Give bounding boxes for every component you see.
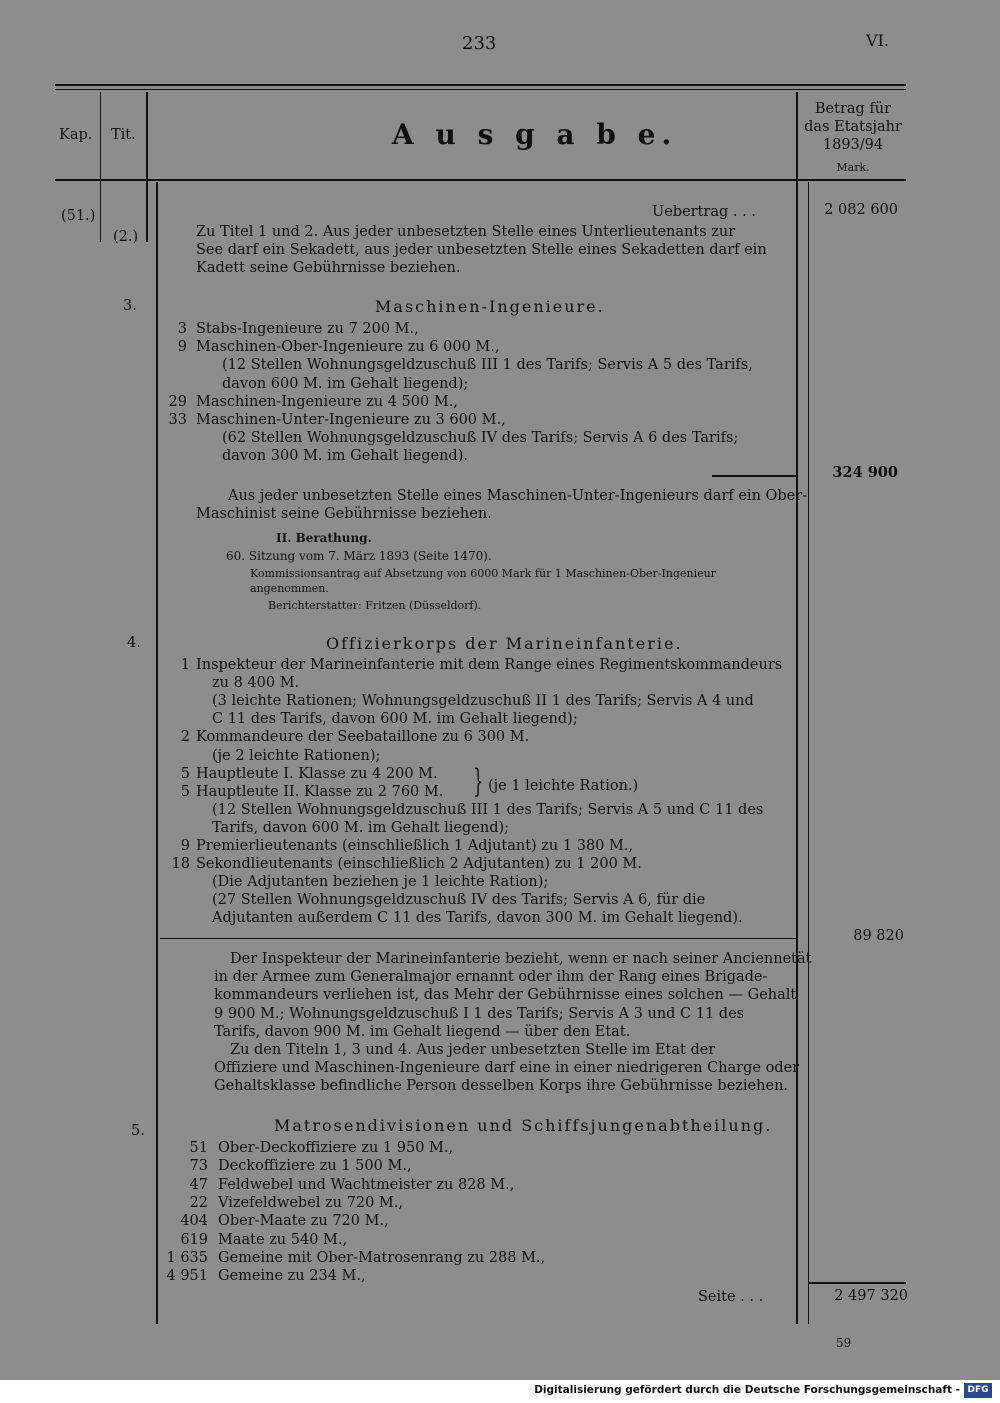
page-number: 233 (462, 33, 497, 54)
beratung-antrag-1: Kommissionsantrag auf Absetzung von 6000 Mark für 1 Maschinen-Ober-Ingenieur (250, 567, 716, 580)
section-number: VI. (866, 31, 889, 50)
tit3-item-text: Stabs-Ingenieure zu 7 200 M., (196, 321, 419, 337)
tit2-line-1: Zu Titel 1 und 2. Aus jeder unbesetzten Stelle eines Unterlieutenants zur (196, 224, 736, 240)
tit5-item-text: Ober-Deckoffiziere zu 1 950 M., (218, 1140, 454, 1156)
tit3-sum-rule (712, 475, 796, 477)
sheet-number: 59 (836, 1336, 852, 1350)
tit4-note-line: in der Armee zum Generalmajor ernannt oder ihm der Rang eines Brigade- (214, 969, 768, 986)
header-kap: Kap. (59, 127, 93, 143)
tit-2: (2.) (113, 229, 139, 245)
header-ausgabe: A u s g a b e. (392, 118, 678, 151)
tit3-heading: Maschinen-Ingenieure. (375, 297, 605, 316)
tit3-value: 324 900 (832, 464, 898, 481)
header-betrag-unit: Mark. (836, 161, 870, 174)
beratung-heading: II. Berathung. (276, 531, 372, 545)
header-betrag-1: Betrag für (814, 101, 892, 117)
tit3-item-count: 3 (177, 321, 187, 337)
tit5-item-text: Feldwebel und Wachtmeister zu 828 M., (218, 1176, 515, 1193)
tit4-item-count: 2 (180, 729, 190, 746)
tit4-note-line: Tarifs, davon 900 M. im Gehalt liegend — über den Etat. (214, 1023, 631, 1040)
tit3-item-text: (62 Stellen Wohnungsgeldzuschuß IV des Tarifs; Servis A 6 des Tarifs; (222, 430, 739, 447)
tit3-item-text: Maschinen-Unter-Ingenieure zu 3 600 M., (196, 412, 506, 428)
tit4-item-text: Adjutanten außerdem C 11 des Tarifs, davon 300 M. im Gehalt liegend). (212, 910, 743, 927)
tit5-item-text: Gemeine zu 234 M., (218, 1268, 366, 1285)
uebertrag-label: Uebertrag . . . (652, 204, 756, 220)
tit5-item-count: 51 (189, 1140, 208, 1156)
col-divider-kap (100, 92, 101, 242)
tit2-line-2: See darf ein Sekadett, aus jeder unbesetzten Stelle eines Sekadetten darf ein (196, 242, 767, 258)
tit4-item-text: Premierlieutenants (einschließlich 1 Adjutant) zu 1 380 M., (196, 838, 634, 854)
tit4-note-line: Zu den Titeln 1, 3 und 4. Aus jeder unbesetzten Stelle im Etat der (230, 1042, 716, 1058)
tit4-brace-text: (je 1 leichte Ration.) (488, 778, 639, 794)
tit3-item-count: 29 (168, 393, 187, 410)
tit4-item-text: C 11 des Tarifs, davon 600 M. im Gehalt liegend); (212, 711, 578, 728)
uebertrag-value: 2 082 600 (824, 202, 898, 218)
tit3-item-text: (12 Stellen Wohnungsgeldzuschuß III 1 des Tarifs; Servis A 5 des Tarifs, (222, 357, 753, 374)
tit-5: 5. (131, 1123, 145, 1139)
header-betrag-3: 1893/94 (822, 137, 884, 153)
seite-sum-rule (808, 1282, 906, 1284)
tit3-note-2: Maschinist seine Gebührnisse beziehen. (196, 506, 492, 522)
tit5-item-count: 404 (180, 1213, 208, 1230)
col-divider-tit (146, 92, 148, 242)
beratung-berichterstatter: Berichterstatter: Fritzen (Düsseldorf). (268, 599, 482, 612)
tit-3: 3. (123, 298, 137, 314)
tit4-heading: Offizierkorps der Marineinfanterie. (326, 634, 683, 653)
tit5-item-text: Deckoffiziere zu 1 500 M., (218, 1158, 412, 1175)
tit4-item-text: Hauptleute II. Klasse zu 2 760 M. (196, 783, 444, 800)
tit5-item-count: 47 (189, 1176, 208, 1193)
tit4-brace: } (473, 762, 484, 800)
tit3-item-text: Maschinen-Ingenieure zu 4 500 M., (196, 393, 458, 410)
tit4-item-text: (Die Adjutanten beziehen je 1 leichte Ration); (212, 874, 549, 891)
tit3-item-count: 9 (177, 339, 187, 356)
tit5-item-text: Vizefeldwebel zu 720 M., (218, 1194, 403, 1211)
tit5-item-text: Ober-Maate zu 720 M., (218, 1213, 389, 1230)
tit4-item-text: (3 leichte Rationen; Wohnungsgeldzuschuß II 1 des Tarifs; Servis A 4 und (212, 693, 754, 710)
tit3-note-1: Aus jeder unbesetzten Stelle eines Maschinen-Unter-Ingenieurs darf ein Ober- (228, 488, 808, 504)
seite-label: Seite . . . (698, 1289, 764, 1305)
tit4-item-text: Sekondlieutenants (einschließlich 2 Adjutanten) zu 1 200 M. (196, 856, 642, 873)
beratung-sitzung: 60. Sitzung vom 7. März 1893 (Seite 1470). (226, 549, 492, 563)
header-betrag-2: das Etatsjahr (804, 119, 902, 135)
tit4-item-text: (je 2 leichte Rationen); (212, 747, 381, 764)
tit4-item-text: Hauptleute I. Klasse zu 4 200 M. (196, 765, 438, 782)
tit4-item-text: zu 8 400 M. (212, 675, 300, 692)
top-rule-thin (55, 89, 906, 90)
tit4-item-text: Tarifs, davon 600 M. im Gehalt liegend); (212, 819, 510, 836)
tit2-line-3: Kadett seine Gebührnisse beziehen. (196, 260, 461, 276)
tit5-item-count: 22 (189, 1194, 208, 1211)
col-divider-text (156, 182, 158, 1324)
tit3-item-text: davon 600 M. im Gehalt liegend); (222, 375, 469, 392)
col-divider-betrag (796, 92, 798, 1324)
beratung-antrag-2: angenommen. (250, 582, 329, 595)
seite-value: 2 497 320 (834, 1288, 908, 1304)
kap-value: (51.) (61, 208, 96, 224)
tit4-note-line: Gehaltsklasse befindliche Person desselben Korps ihre Gebührnisse beziehen. (214, 1078, 789, 1095)
tit3-item-count: 33 (168, 412, 187, 428)
tit4-item-text: Kommandeure der Seebataillone zu 6 300 M. (196, 729, 530, 746)
header-rule (55, 179, 906, 181)
tit4-note-line: Der Inspekteur der Marineinfanterie bezieht, wenn er nach seiner Anciennetät (230, 951, 812, 967)
tit4-note-line: Offiziere und Maschinen-Ingenieure darf eine in einer niedrigeren Charge oder (214, 1060, 800, 1077)
tit4-item-count: 9 (180, 838, 190, 854)
tit4-item-count: 5 (180, 765, 190, 782)
dfg-logo: DFG (964, 1383, 992, 1398)
tit4-item-text: Inspekteur der Marineinfanterie mit dem Range eines Regimentskommandeurs (196, 657, 783, 673)
footer (0, 1380, 1000, 1403)
tit4-note-line: 9 900 M.; Wohnungsgeldzuschuß I 1 des Tarifs; Servis A 3 und C 11 des (214, 1005, 745, 1022)
tit-4: 4. (127, 635, 141, 651)
tit3-item-text: davon 300 M. im Gehalt liegend). (222, 448, 468, 465)
tit4-item-count: 1 (180, 657, 190, 673)
header-tit: Tit. (111, 127, 136, 143)
footer-text: Digitalisierung gefördert durch die Deutsche Forschungsgemeinschaft - (534, 1384, 960, 1396)
tit5-item-count: 4 951 (166, 1268, 208, 1285)
tit4-item-text: (27 Stellen Wohnungsgeldzuschuß IV des Tarifs; Servis A 6, für die (212, 892, 706, 909)
tit4-item-count: 18 (171, 856, 190, 873)
tit4-item-count: 5 (180, 783, 190, 800)
tit5-item-count: 1 635 (166, 1249, 208, 1266)
tit3-item-text: Maschinen-Ober-Ingenieure zu 6 000 M., (196, 339, 500, 356)
tit4-end-rule (160, 938, 796, 939)
tit5-item-count: 73 (189, 1158, 208, 1175)
top-rule (55, 84, 906, 86)
tit5-item-text: Gemeine mit Ober-Matrosenrang zu 288 M., (218, 1249, 546, 1266)
tit5-item-text: Maate zu 540 M., (218, 1231, 348, 1248)
col-divider-betrag-inner (808, 182, 809, 1324)
tit4-item-text: (12 Stellen Wohnungsgeldzuschuß III 1 des Tarifs; Servis A 5 und C 11 des (212, 801, 764, 818)
tit4-value: 89 820 (853, 928, 904, 944)
tit5-item-count: 619 (180, 1231, 208, 1248)
tit5-heading: Matrosendivisionen und Schiffsjungenabtheilung. (274, 1116, 773, 1135)
tit4-note-line: kommandeurs verliehen ist, das Mehr der Gebührnisse eines solchen — Gehalt (214, 987, 797, 1004)
